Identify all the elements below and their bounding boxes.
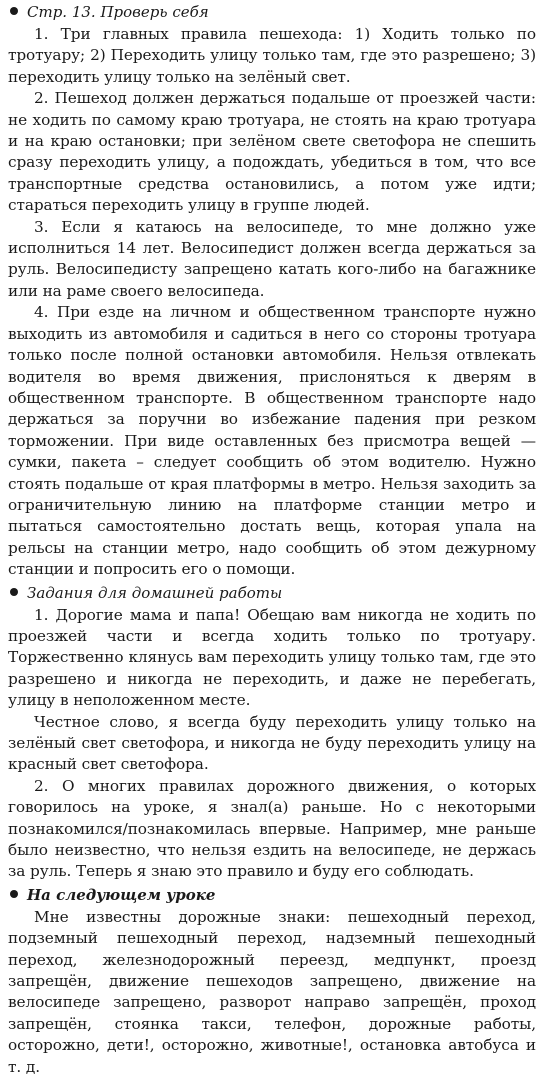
bullet-icon (10, 588, 18, 596)
answer-paragraph-2: 2. Пешеход должен держаться подальше от проезжей части: не ходить по самому краю тротуара, не стоять на краю тротуара и на краю остановки; при зелёном свете светофора не спешить сразу переходить улицу, а подождать, убедиться в том, что все транспортные средства остановились, а потом уже идти; стараться переходить улицу в группе людей. (8, 89, 536, 215)
answer-paragraph-4: 4. При езде на личном и общественном транспорте нужно выходить из автомобиля и садиться в него со стороны тротуара только после полной остановки автомобиля. Нельзя отвлекать водителя во время движения, прислоняться к дверям в общественном транспорте. В общественном транспорте надо держаться за поручни во избежание падения при резком торможении. При виде оставленных без присмотра вещей — сумки, пакета – следует сообщить об этом водителю. Нужно стоять подальше от края платформы в метро. Нельзя заходить за ограничительную линию на платформе станции метро и пытаться самостоятельно достать вещь, которая упала на рельсы на станции метро, надо сообщить об этом дежурному станции и попросить его о помощи. (8, 303, 536, 579)
section-heading-text: На следующем уроке (27, 885, 216, 904)
section-heading-text: Стр. 13. Проверь себя (27, 3, 209, 21)
homework-paragraph-3: 2. О многих правилах дорожного движения, о которых говорилось на уроке, я знал(а) раньше. Но с некоторыми познакомился/познакомилась впервые. Например, мне раньше было неизвестно, что нельзя ездить на велосипеде, не держась за руль. Теперь я знаю это правило и буду его соблюдать. (8, 776, 536, 881)
section-check-yourself-heading (8, 3, 536, 22)
section-heading-text: Задания для домашней работы (27, 583, 283, 602)
section-homework-heading (8, 584, 536, 603)
section-next-lesson-heading (8, 886, 536, 905)
bullet-icon (10, 890, 18, 898)
next-lesson-paragraph: Мне известны дорожные знаки: пешеходный переход, подземный пешеходный переход, надземный пешеходный переход, железнодорожный переезд, медпункт, проезд запрещён, движение пешеходов запрещено, движение на велосипеде запрещено, разворот направо запрещён, проход запрещён, стоянка такси, телефон, дорожные работы, осторожно, дети!, осторожно, животные!, остановка автобуса и т. д. (8, 907, 536, 1076)
homework-paragraph-2: Честное слово, я всегда буду переходить улицу только на зелёный свет светофора, и никогда не буду переходить улицу на красный свет светофора. (8, 712, 536, 774)
answer-paragraph-3: 3. Если я катаюсь на велосипеде, то мне должно уже исполниться 14 лет. Велосипедист должен всегда держаться за руль. Велосипедисту запрещено катать кого-либо на багажнике или на раме своего велосипеда. (8, 217, 536, 300)
bullet-icon (10, 7, 18, 15)
homework-paragraph-1: 1. Дорогие мама и папа! Обещаю вам никогда не ходить по проезжей части и всегда ходить только по тротуару. Торжественно клянусь вам переходить улицу только там, где это разрешено и никогда не переходить, и даже не перебегать, улицу в неположенном месте. (8, 605, 536, 710)
answer-paragraph-1: 1. Три главных правила пешехода: 1) Ходить только по тротуару; 2) Переходить улицу только там, где это разрешено; 3) переходить улицу только на зелёный свет. (8, 25, 536, 86)
